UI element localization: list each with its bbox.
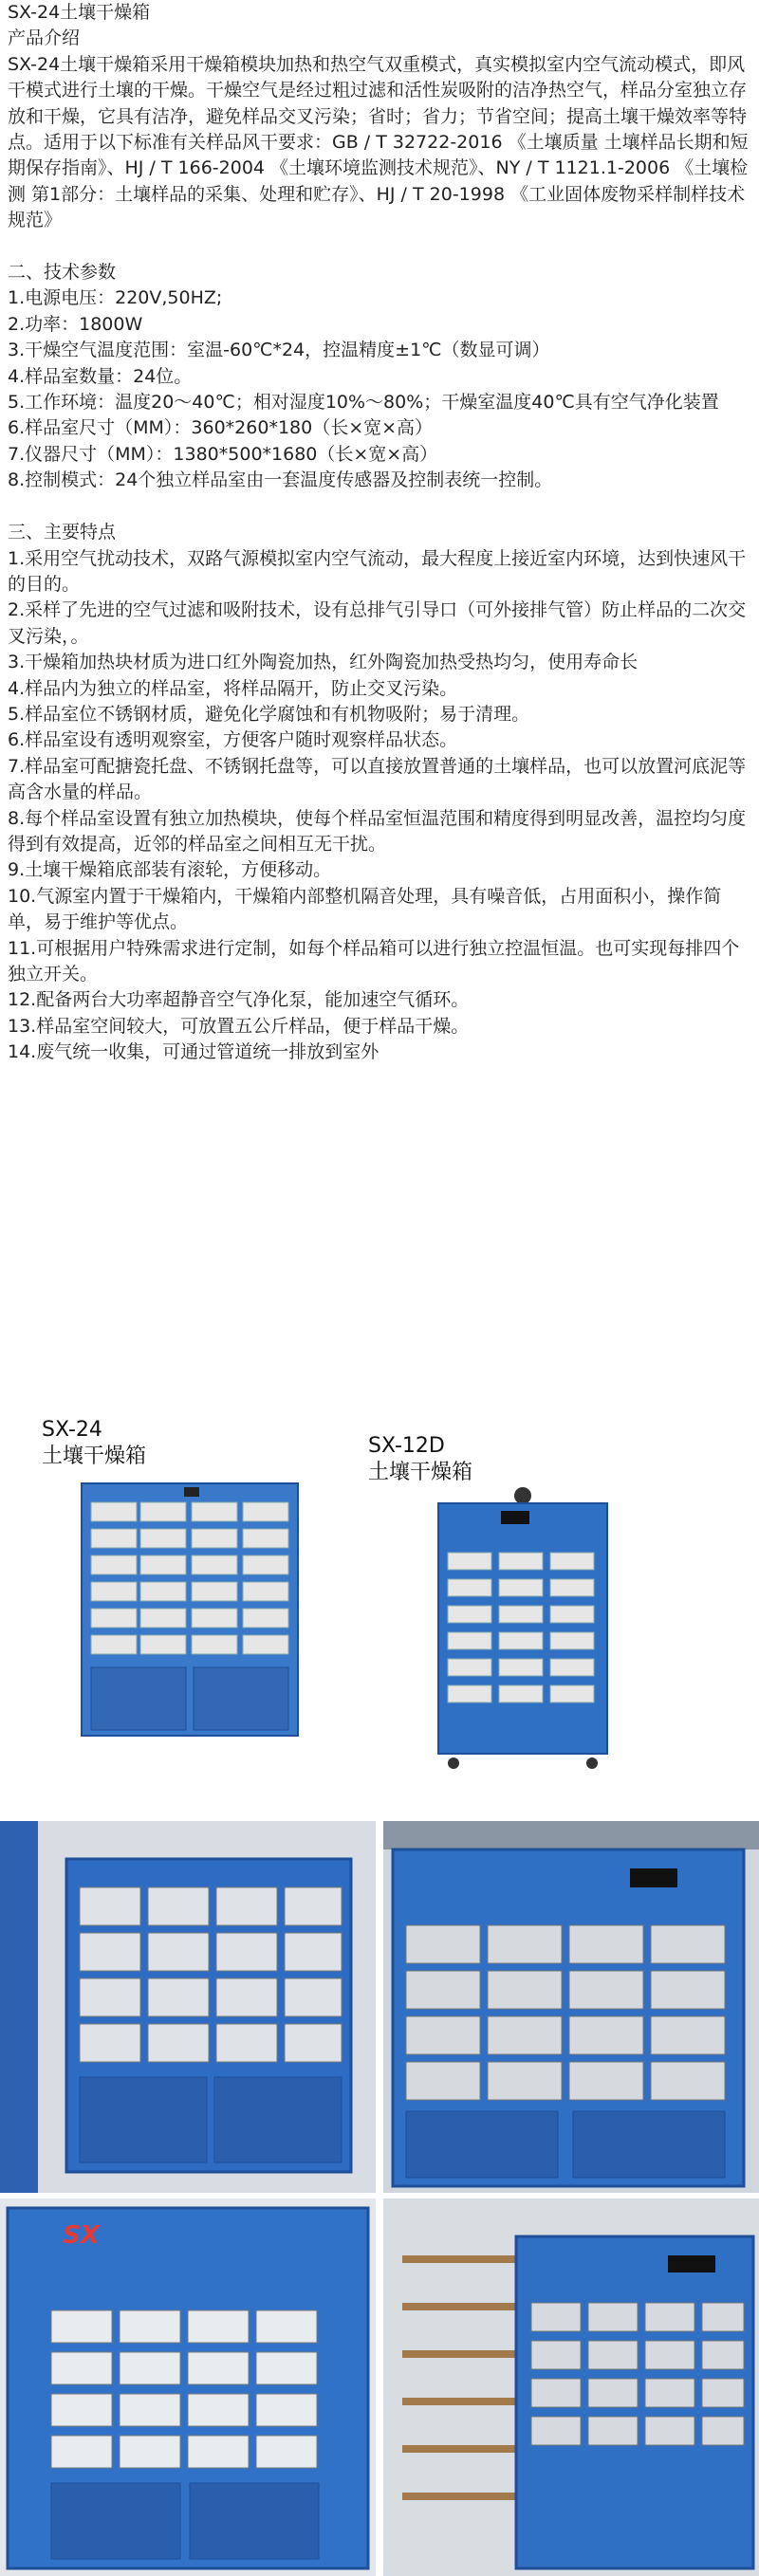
sx12d-product-image	[435, 1486, 611, 1771]
spec-item: 6.样品室尺寸（MM）：360*260*180（长×宽×高）	[8, 417, 434, 439]
installed-photo-2-illustration	[383, 1821, 759, 2193]
installed-photo-1-illustration	[0, 1821, 376, 2193]
feature-item: 6.样品室设有透明观察室，方便客户随时观察样品状态。	[8, 729, 458, 751]
features-heading: 三、主要特点	[8, 522, 117, 543]
intro-paragraph: SX-24土壤干燥箱采用干燥箱模块加热和热空气双重模式，真实模拟室内空气流动模式，即风干模式进行土壤的干燥。干燥空气是经过粗过滤和活性炭吸附的洁净热空气，样品分室独立存放和干燥，它具有洁净，避免样品交叉污染；省时；省力；节省空间；提高土壤干燥效率等特点。适用于以下标准有关样品风干要求：GB / T 32722-2016 《土壤质量 土壤样品长期和短期保存指南》、HJ / T 166-2004 《土壤环境监测技术规范》、NY / T 1121.1-2006 《土壤检测 第1部分：土壤样品的采集、处理和贮存》、HJ / T 20-1998 《工业固体废物采样制样技术规范》	[8, 53, 749, 231]
feature-item: 11.可根据用户特殊需求进行定制，如每个样品箱可以进行独立控温恒温。也可实现每排四个独立开关。	[8, 937, 740, 984]
feature-item: 5.样品室位不锈钢材质，避免化学腐蚀和有机物吸附；易于清理。	[8, 703, 530, 725]
product-name: 土壤干燥箱	[368, 1461, 473, 1484]
spec-item: 1.电源电压：220V,50HZ;	[8, 287, 223, 309]
feature-item: 4.样品内为独立的样品室，将样品隔开，防止交叉污染。	[8, 677, 458, 699]
product-name: 土壤干燥箱	[42, 1444, 147, 1468]
feature-item: 14.废气统一收集，可通过管道统一排放到室外	[8, 1041, 380, 1063]
feature-item: 2.采样了先进的空气过滤和吸附技术，设有总排气引导口（可外接排气管）防止样品的二次交叉污染，。	[8, 599, 747, 647]
brand-logo: SX	[63, 2221, 100, 2250]
spec-item: 4.样品室数量：24位。	[8, 365, 193, 387]
sx12d-cabinet-illustration	[435, 1486, 611, 1771]
spec-item: 7.仪器尺寸（MM）：1380*500*1680（长×宽×高）	[8, 443, 438, 465]
feature-item: 12.配备两台大功率超静音空气净化泵，能加速空气循环。	[8, 989, 470, 1011]
feature-item: 7.样品室可配搪瓷托盘、不锈钢托盘等，可以直接放置普通的土壤样品，也可以放置河底泥等高含水量的样品。	[8, 755, 747, 803]
installed-photo-4-illustration	[383, 2199, 759, 2576]
spec-item: 8.控制模式：24个独立样品室由一套温度传感器及控制表统一控制。	[8, 469, 553, 491]
sx24-cabinet-illustration	[80, 1481, 300, 1743]
sx24-product-image	[80, 1481, 300, 1743]
spec-item: 3.干燥空气温度范围：室温-60℃*24，控温精度±1℃（数显可调）	[8, 340, 550, 361]
feature-item: 8.每个样品室设置有独立加热模块，使每个样品室恒温范围和精度得到明显改善，温控均匀度得到有效提高，近邻的样品室之间相互无干扰。	[8, 807, 747, 855]
intro-heading: 产品介绍	[8, 28, 81, 49]
product-model: SX-12D	[368, 1434, 445, 1458]
document-body	[8, 0, 751, 1066]
spec-item: 5.工作环境：温度20～40℃；相对湿度10%～80%；干燥室温度40℃具有空气净化装置	[8, 392, 719, 414]
feature-item: 1.采用空气扰动技术，双路气源模拟室内空气流动，最大程度上接近室内环境，达到快速风干的目的。	[8, 547, 747, 595]
page-title: SX-24土壤干燥箱	[8, 2, 151, 23]
installed-photo-1	[0, 1821, 376, 2193]
product-label-sx12d	[368, 1433, 472, 1486]
feature-item: 13.样品室空间较大，可放置五公斤样品，便于样品干燥。	[8, 1015, 470, 1037]
installed-photo-4	[383, 2199, 759, 2576]
product-model: SX-24	[42, 1418, 102, 1442]
spec-item: 2.功率：1800W	[8, 313, 143, 335]
feature-item: 3.干燥箱加热块材质为进口红外陶瓷加热，红外陶瓷加热受热均匀，使用寿命长	[8, 652, 639, 673]
product-label-sx24	[42, 1417, 146, 1470]
specs-heading: 二、技术参数	[8, 262, 117, 284]
installed-photo-3	[0, 2199, 376, 2576]
installed-photo-2	[383, 1821, 759, 2193]
feature-item: 9.土壤干燥箱底部装有滚轮，方便移动。	[8, 859, 332, 881]
installed-photo-3-illustration	[0, 2199, 376, 2576]
feature-item: 10.气源室内置于干燥箱内，干燥箱内部整机隔音处理，具有噪音低，占用面积小，操作简单，易于维护等优点。	[8, 885, 722, 933]
